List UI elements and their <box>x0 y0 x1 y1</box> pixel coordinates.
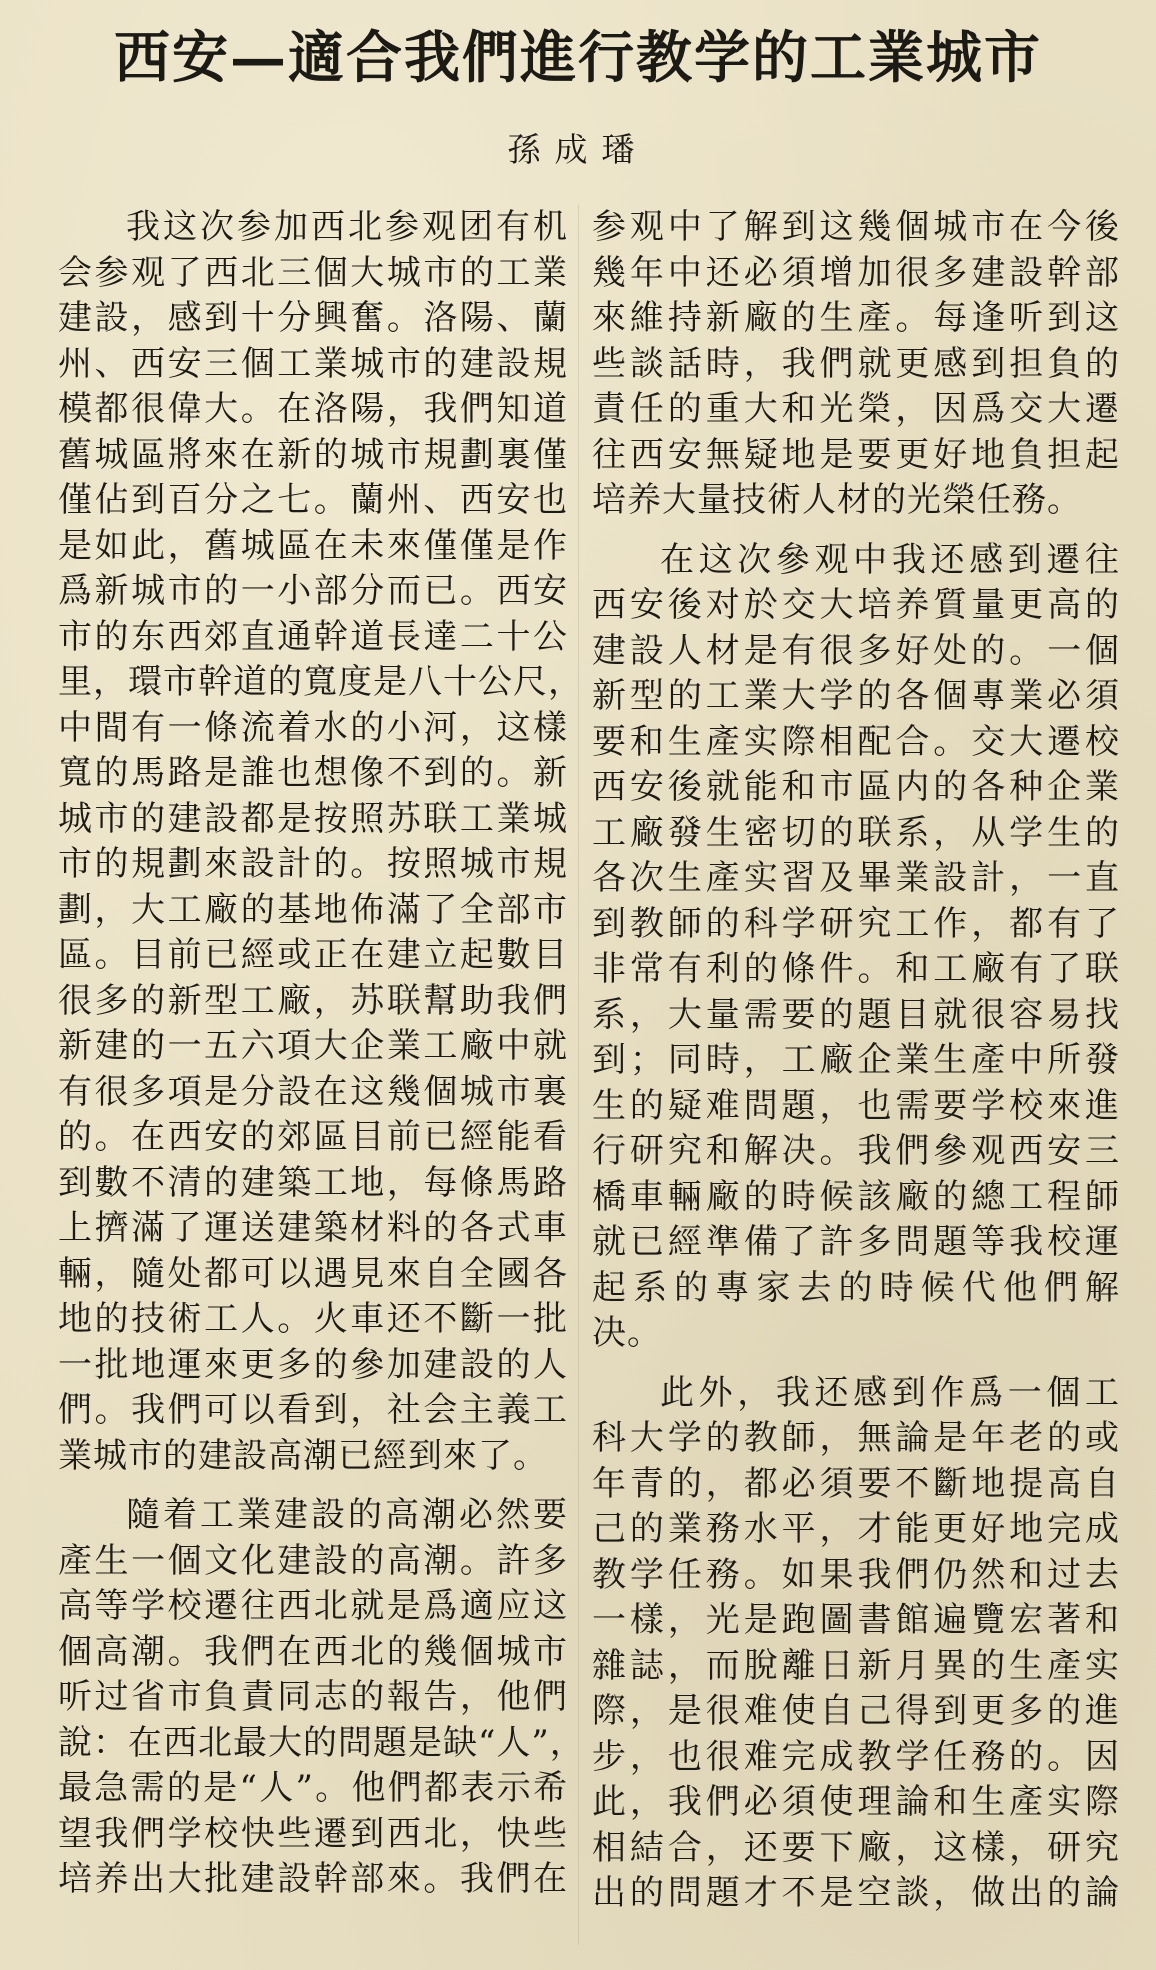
text-line: 際，是很难使自己得到更多的進 <box>592 1691 1120 1731</box>
paragraph-gap <box>592 1357 1120 1371</box>
text-line: 市的东西郊直通幹道長達二十公 <box>58 616 568 657</box>
text-line: 我这次参加西北参观团有机 <box>126 207 568 247</box>
text-line: 很多的新型工廠，苏联幫助我們 <box>58 980 568 1021</box>
right-column <box>592 205 1120 1917</box>
text-line: 說：在西北最大的問題是缺“人”， <box>58 1722 585 1763</box>
text-line: 就已經準備了許多問題等我校運 <box>592 1222 1120 1262</box>
text-line: 工廠發生密切的联系，从学生的 <box>592 812 1120 853</box>
text-line: 相結合，还要下廠，这樣，研究 <box>592 1827 1120 1868</box>
text-line: 幾年中还必須增加很多建設幹部 <box>592 252 1120 293</box>
text-line: 舊城區將來在新的城市規劃裏僅 <box>58 434 568 475</box>
paragraph-gap <box>592 524 1120 538</box>
text-line: 雜誌，而脫離日新月異的生產实 <box>592 1645 1120 1686</box>
text-line: 們。我們可以看到，社会主義工 <box>58 1390 568 1430</box>
text-line: 建設，感到十分興奮。洛陽、蘭 <box>58 298 568 338</box>
text-line: 系，大量需要的題目就很容易找 <box>592 994 1120 1035</box>
text-line: 听过省市負責同志的報告，他們 <box>58 1677 568 1717</box>
text-line: 各次生產实習及畢業設計，一直 <box>592 858 1120 898</box>
text-line: 参观中了解到这幾個城市在今後 <box>592 207 1120 247</box>
text-line: 的。在西安的郊區目前已經能看 <box>58 1117 568 1157</box>
text-line: 僅佔到百分之七。蘭州、西安也 <box>58 480 568 520</box>
text-line: 西安後对於交大培养質量更高的 <box>592 585 1120 625</box>
text-line: 步，也很难完成教学任務的。因 <box>592 1736 1120 1777</box>
text-line: 里，環市幹道的寬度是八十公尺， <box>58 662 583 702</box>
text-line: 建設人材是有很多好处的。一個 <box>592 630 1120 671</box>
text-line: 起系的專家去的時候代他們解 <box>592 1267 1120 1308</box>
text-line: 地的技術工人。火車还不斷一批 <box>58 1299 568 1339</box>
text-line: 此外，我还感到作爲一個工 <box>660 1372 1120 1413</box>
text-line: 望我們学校快些遷到西北，快些 <box>58 1813 568 1854</box>
text-line: 科大学的教師，無論是年老的或 <box>592 1418 1120 1458</box>
text-line: 輛，隨处都可以遇見來自全國各 <box>58 1253 568 1294</box>
text-line: 最急需的是“人”。他們都表示希 <box>58 1768 568 1808</box>
text-line: 上擠滿了運送建築材料的各式車 <box>58 1208 568 1248</box>
text-line: 隨着工業建設的高潮必然要 <box>126 1495 568 1535</box>
text-line: 往西安無疑地是要更好地負担起 <box>592 434 1120 475</box>
article-author: 孫成璠 <box>507 130 649 169</box>
text-line: 市的規劃來設計的。按照城市規 <box>58 844 568 884</box>
left-column <box>58 205 585 1903</box>
text-line: 培养大量技術人材的光榮任務。 <box>592 480 1082 520</box>
text-line: 產生一個文化建設的高潮。許多 <box>58 1540 568 1581</box>
text-line: 爲新城市的一小部分而已。西安 <box>58 571 568 611</box>
text-line: 一樣，光是跑圖書館遍覽宏著和 <box>592 1600 1120 1640</box>
text-line: 有很多項是分設在这幾個城市裏 <box>58 1071 568 1112</box>
text-line: 非常有利的條件。和工廠有了联 <box>592 949 1120 989</box>
text-line: 到；同時，工廠企業生產中所發 <box>592 1040 1120 1080</box>
text-line: 州、西安三個工業城市的建設規 <box>58 343 568 384</box>
text-line: 决。 <box>592 1313 662 1353</box>
text-line: 在这次參观中我还感到遷往 <box>660 539 1120 580</box>
text-line: 己的業務水平，才能更好地完成 <box>592 1509 1120 1549</box>
text-line: 橋車輛廠的時候該廠的總工程師 <box>592 1176 1120 1217</box>
text-line: 生的疑难問題，也需要学校來進 <box>592 1085 1120 1126</box>
text-line: 此，我們必須使理論和生產实際 <box>592 1782 1120 1822</box>
text-line: 個高潮。我們在西北的幾個城市 <box>58 1631 568 1672</box>
text-line: 行研究和解决。我們參观西安三 <box>592 1131 1120 1171</box>
text-line: 会参观了西北三個大城市的工業 <box>58 252 568 293</box>
text-line: 來維持新廠的生產。每逢听到这 <box>592 298 1120 338</box>
text-line: 些談話時，我們就更感到担負的 <box>592 343 1120 384</box>
text-line: 西安後就能和市區内的各种企業 <box>592 767 1120 807</box>
column-divider <box>578 205 579 1945</box>
text-line: 出的問題才不是空談，做出的論 <box>592 1873 1120 1913</box>
text-line: 城市的建設都是按照苏联工業城 <box>58 798 568 839</box>
paragraph-gap <box>58 1479 568 1493</box>
text-line: 區。目前已經或正在建立起數目 <box>58 935 568 975</box>
text-line: 到數不清的建築工地，每條馬路 <box>58 1162 568 1203</box>
text-line: 新建的一五六項大企業工廠中就 <box>58 1026 568 1066</box>
text-line: 業城市的建設高潮已經到來了。 <box>58 1435 548 1476</box>
text-line: 到教師的科学研究工作，都有了 <box>592 903 1120 944</box>
text-line: 是如此，舊城區在未來僅僅是作 <box>58 525 568 566</box>
text-line: 一批地運來更多的參加建設的人 <box>58 1344 568 1385</box>
text-line: 要和生產实際相配合。交大遷校 <box>592 721 1120 762</box>
article-title: 西安—適合我們進行教学的工業城市 <box>114 25 1042 91</box>
text-line: 劃，大工廠的基地佈滿了全部市 <box>58 889 568 930</box>
text-line: 培养出大批建設幹部來。我們在 <box>58 1859 568 1899</box>
text-line: 寬的馬路是誰也想像不到的。新 <box>58 753 568 793</box>
text-line: 模都很偉大。在洛陽，我們知道 <box>58 389 568 429</box>
text-line: 中間有一條流着水的小河，这樣 <box>58 707 568 748</box>
text-line: 新型的工業大学的各個專業必須 <box>592 676 1120 716</box>
text-line: 教学任務。如果我們仍然和过去 <box>592 1554 1120 1595</box>
text-line: 年青的，都必須要不斷地提高自 <box>592 1463 1120 1504</box>
text-line: 高等学校遷往西北就是爲適应这 <box>58 1586 568 1626</box>
text-line: 責任的重大和光榮，因爲交大遷 <box>592 389 1120 429</box>
